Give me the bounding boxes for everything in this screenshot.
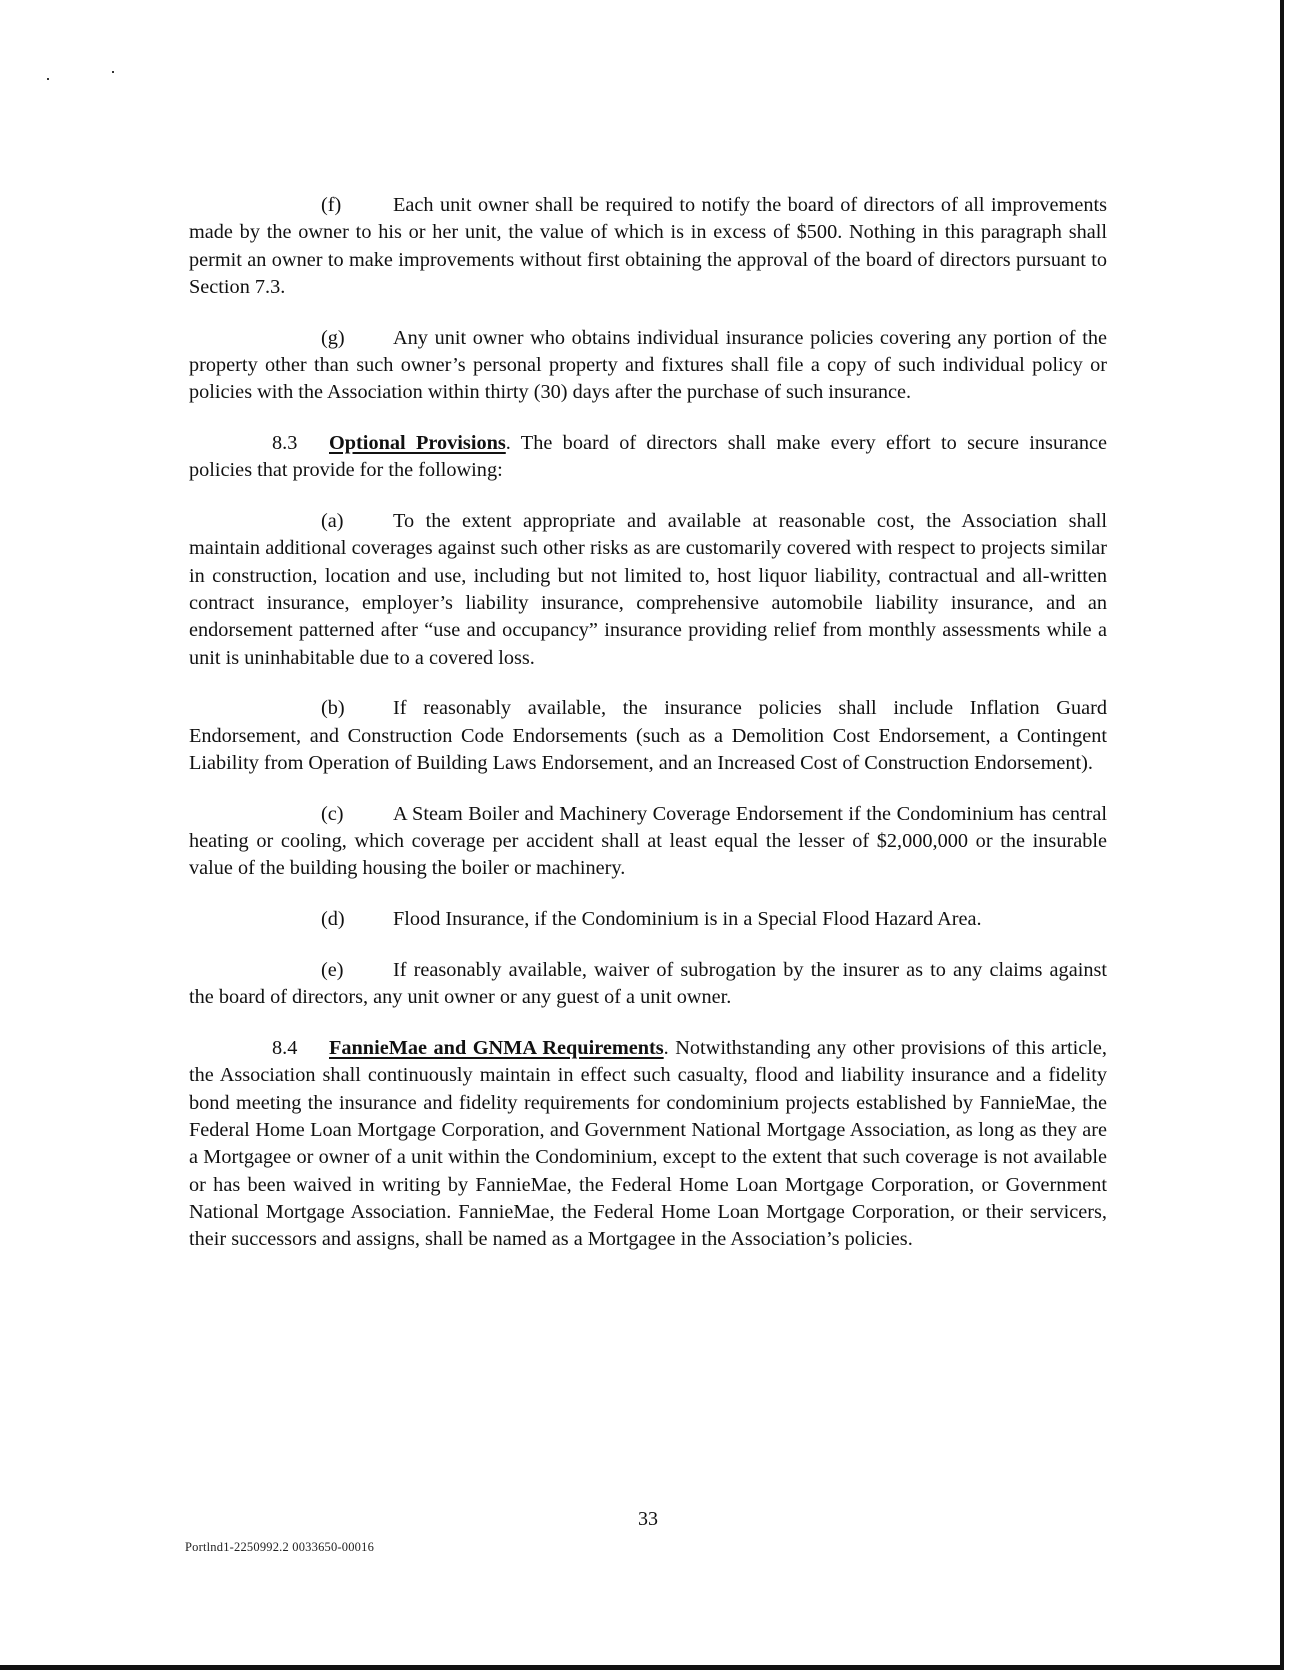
section-heading: FannieMae and GNMA Requirements [329,1037,664,1060]
scan-speck [112,71,114,73]
section-8-3 [189,430,1107,485]
section-heading: Optional Provisions [329,432,506,455]
section-text: . Notwithstanding any other provisions of this article, the Association shall continuously maintain in effect such casualty, flood and liability insurance and a fidelity bond meeting the insurance and fidelity requirements for condominium projects established by FannieMae, the Federal Home Loan Mortgage Corporation, and Government National Mortgage Association, as long as they are a Mortgagee or owner of a unit within the Condominium, except to the extent that such coverage is not available or has been waived in writing by FannieMae, the Federal Home Loan Mortgage Corporation, or Government National Mortgage Association. FannieMae, the Federal Home Loan Mortgage Corporation, or their servicers, their successors and assigns, shall be named as a Mortgagee in the Association’s policies. [189,1037,1107,1251]
paragraph-g [189,325,1107,407]
section-number: 8.3 [272,432,298,455]
paragraph-text: Any unit owner who obtains individual insurance policies covering any portion of the property other than such owner’s personal property and fixtures shall file a copy of such individual policy or policies with the Association within thirty (30) days after the purchase of such insurance. [189,326,1107,404]
paragraph-marker: (b) [321,697,345,720]
page-number: 33 [638,1508,658,1530]
paragraph-marker: (f) [321,194,342,216]
paragraph-text: Each unit owner shall be required to notify the board of directors of all improvements made by the owner to his or her unit, the value of which is in excess of $500. Nothing in this paragraph shall permit an owner to make improvements without first obtaining the approval of the board of directors pursuant to Section 7.3. [189,194,1107,298]
paragraph-text: A Steam Boiler and Machinery Coverage Endorsement if the Condominium has central heating or cooling, which coverage per accident shall at least equal the lesser of $2,000,000 or the insurable value of the building housing the boiler or machinery. [189,802,1107,880]
paragraph-d [189,906,1107,933]
paragraph-c [189,801,1107,883]
document-body [189,192,1107,1277]
section-number: 8.4 [272,1037,298,1060]
scan-speck [47,78,49,80]
paragraph-marker: (g) [321,326,345,349]
section-8-4 [189,1035,1107,1253]
paragraph-e [189,957,1107,1012]
paragraph-f [189,192,1107,301]
paragraph-text: To the extent appropriate and available at reasonable cost, the Association shall maintain additional coverages against such other risks as are customarily covered with respect to projects similar in construction, location and use, including but not limited to, host liquor liability, contractual and all-written contract insurance, employer’s liability insurance, comprehensive automobile liability insurance, and an endorsement patterned after “use and occupancy” insurance providing relief from monthly assessments while a unit is uninhabitable due to a covered loss. [189,510,1107,669]
paragraph-marker: (a) [321,510,344,533]
paragraph-text: Flood Insurance, if the Condominium is in a Special Flood Hazard Area. [393,908,982,931]
paragraph-b [189,695,1107,777]
document-id-footer: Portlnd1-2250992.2 0033650-00016 [185,1540,375,1554]
paragraph-marker: (d) [321,908,345,931]
section-text: . The board of directors shall make every effort to secure insurance policies that provide for the following: [189,432,1107,482]
paragraph-text: If reasonably available, waiver of subrogation by the insurer as to any claims against the board of directors, any unit owner or any guest of a unit owner. [189,959,1107,1009]
paragraph-a [189,508,1107,672]
paragraph-marker: (e) [321,959,344,982]
paragraph-text: If reasonably available, the insurance policies shall include Inflation Guard Endorsement, and Construction Code Endorsements (such as a Demolition Cost Endorsement, a Contingent Liability from Operation of Building Laws Endorsement, and an Increased Cost of Construction Endorsement). [189,697,1107,775]
paragraph-marker: (c) [321,802,344,825]
